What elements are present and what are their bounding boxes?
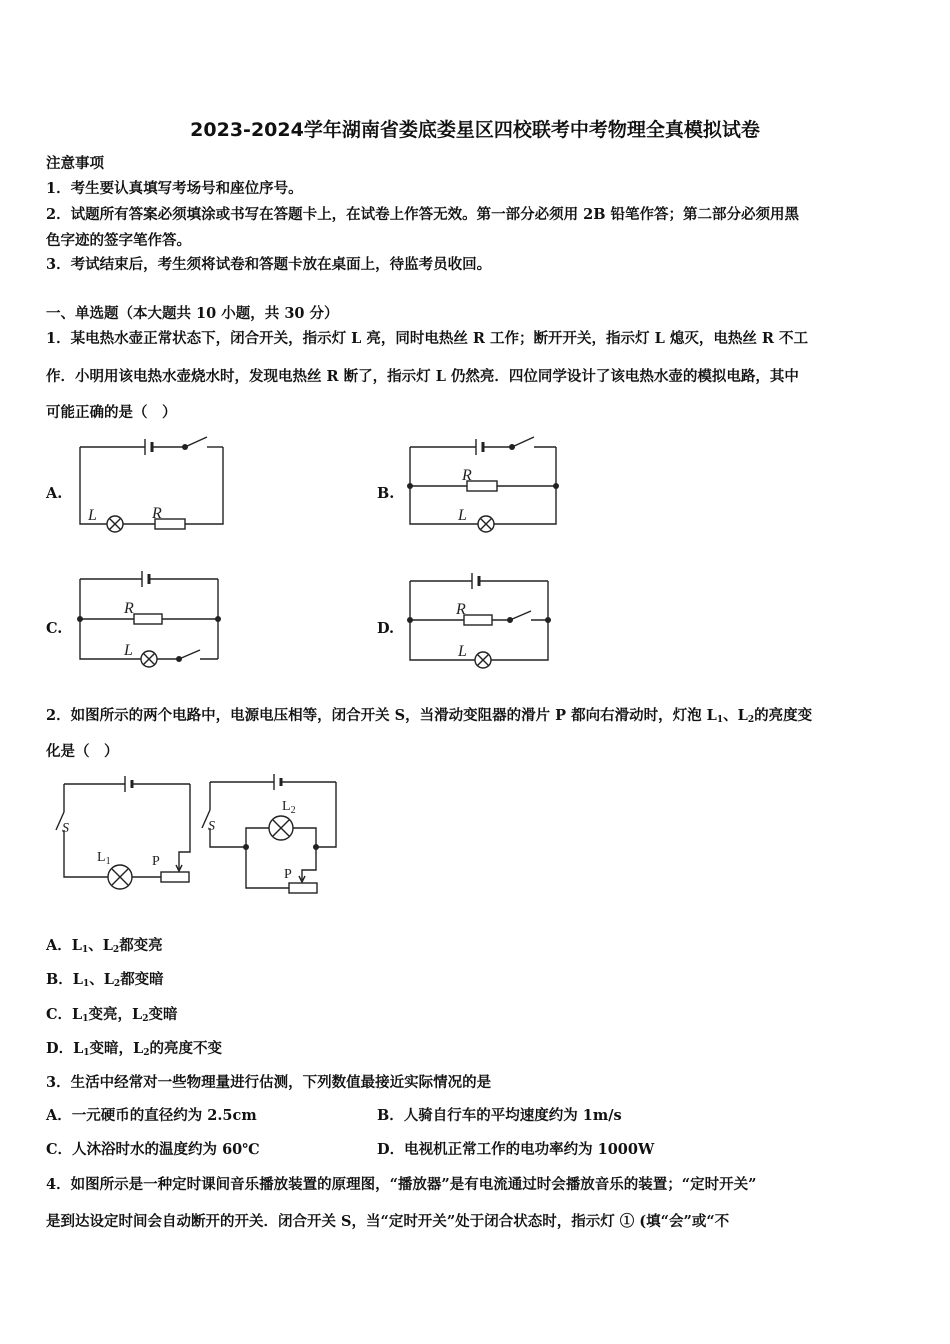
- lamp-label: L: [458, 643, 467, 660]
- q2-option-a: A．$L_1$、$L_2$都变亮: [46, 937, 163, 955]
- lamp-label: L: [88, 507, 97, 524]
- q3-option-c: C．人沐浴时水的温度约为 60℃: [46, 1141, 260, 1158]
- notice-heading: 注意事项: [46, 155, 104, 172]
- q2-option-b: B．$L_1$、$L_2$都变暗: [46, 971, 164, 989]
- notice-item: 色字迹的签字笔作答。: [46, 232, 191, 249]
- lamp2-label: $L_2$: [282, 799, 296, 816]
- switch-label: S: [208, 819, 215, 834]
- q2-option-c: C．$L_1$变亮，$L_2$变暗: [46, 1006, 178, 1024]
- q3-option-a: A．一元硬币的直径约为 2.5cm: [46, 1107, 257, 1124]
- q4-stem: 是到达设定时间会自动断开的开关．闭合开关 S，当“定时开关”处于闭合状态时，指示灯 ① (填“会”或“不: [46, 1213, 730, 1230]
- slider-label: P: [284, 867, 292, 882]
- q1-stem: 作．小明用该电热水壶烧水时，发现电热丝 R 断了，指示灯 L 仍然亮．四位同学设计了该电热水壶的模拟电路，其中: [46, 368, 799, 385]
- q1-circuit-d: [400, 567, 565, 672]
- resistor-label: R: [462, 467, 472, 484]
- page-title: 2023-2024学年湖南省娄底娄星区四校联考中考物理全真模拟试卷: [190, 119, 760, 141]
- q1-stem: 1．某电热水壶正常状态下，闭合开关，指示灯 L 亮，同时电热丝 R 工作；断开开关，指示灯 L 熄灭，电热丝 R 不工: [46, 330, 808, 347]
- lamp-label: L: [124, 642, 133, 659]
- slider-label: P: [152, 854, 160, 869]
- lamp-label: L: [458, 507, 467, 524]
- q2-option-d: D．$L_1$变暗，$L_2$的亮度不变: [46, 1040, 223, 1058]
- resistor-label: R: [124, 600, 134, 617]
- q2-stem: 2．如图所示的两个电路中，电源电压相等，闭合开关 S，当滑动变阻器的滑片 P 都向右滑动时，灯泡 $L_1$、$L_2$的亮度变: [46, 707, 813, 725]
- q4-stem: 4．如图所示是一种定时课间音乐播放装置的原理图，“播放器”是有电流通过时会播放音乐的装置；“定时开关”: [46, 1176, 757, 1193]
- q1-option-a-label: A.: [46, 485, 63, 502]
- q1-circuit-a: [70, 430, 240, 540]
- q2-stem: 化是（ ）: [46, 743, 119, 760]
- switch-label: S: [62, 821, 69, 836]
- q1-circuit-c: [70, 565, 235, 670]
- resistor-label: R: [152, 505, 162, 522]
- q1-option-b-label: B.: [377, 485, 395, 502]
- q1-circuit-b: [400, 432, 570, 537]
- q1-option-c-label: C.: [46, 620, 63, 637]
- section-heading: 一、单选题（本大题共 10 小题，共 30 分）: [46, 305, 339, 322]
- resistor-label: R: [456, 601, 466, 618]
- notice-item: 2．试题所有答案必须填涂或书写在答题卡上，在试卷上作答无效。第一部分必须用 2B 铅笔作答；第二部分必须用黑: [46, 206, 800, 223]
- q2-circuit-2: [198, 770, 343, 898]
- notice-item: 1．考生要认真填写考场号和座位序号。: [46, 180, 303, 197]
- q3-option-b: B．人骑自行车的平均速度约为 1m/s: [377, 1107, 622, 1124]
- q3-option-d: D．电视机正常工作的电功率约为 1000W: [377, 1141, 655, 1158]
- lamp1-label: $L_1$: [97, 850, 111, 867]
- q1-option-d-label: D.: [377, 620, 395, 637]
- q2-circuit-1: [52, 772, 197, 897]
- q1-stem: 可能正确的是（ ）: [46, 404, 177, 421]
- q3-stem: 3．生活中经常对一些物理量进行估测，下列数值最接近实际情况的是: [46, 1074, 492, 1091]
- notice-item: 3．考试结束后，考生须将试卷和答题卡放在桌面上，待监考员收回。: [46, 256, 492, 273]
